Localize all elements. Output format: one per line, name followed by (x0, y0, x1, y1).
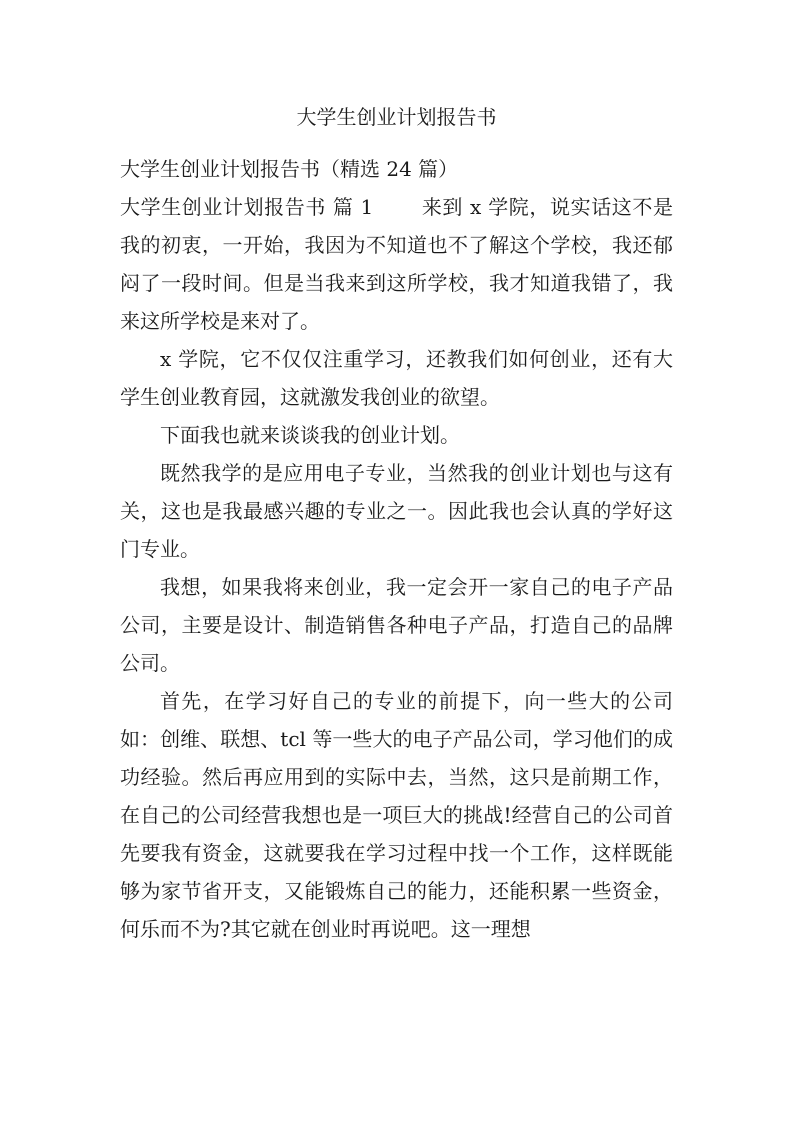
first-paragraph (120, 188, 673, 340)
paragraph-text: 来到 x 学院，说实话这不是我的初衷，一开始，我因为不知道也不了解这个学校，我还郁闷了一段时间。但是当我来到这所学校，我才知道我错了，我来这所学校是来对了。 (120, 195, 673, 333)
document-body (120, 150, 673, 948)
paragraph: 既然我学的是应用电子专业，当然我的创业计划也与这有关，这也是我最感兴趣的专业之一。因此我也会认真的学好这门专业。 (120, 461, 673, 561)
section-heading: 大学生创业计划报告书 篇 1 (120, 195, 374, 219)
paragraph: 我想，如果我将来创业，我一定会开一家自己的电子产品公司，主要是设计、制造销售各种电子产品，打造自己的品牌公司。 (120, 575, 673, 675)
paragraph: 下面我也就来谈谈我的创业计划。 (160, 423, 460, 447)
document-title: 大学生创业计划报告书 (296, 105, 497, 129)
paragraph: 首先，在学习好自己的专业的前提下，向一些大的公司如：创维、联想、tcl 等一些大的电子产品公司，学习他们的成功经验。然后再应用到的实际中去，当然，这只是前期工作，在自己的公司经营我想也是一项巨大的挑战!经营自己的公司首先要我有资金，这就要我在学习过程中找一个工作，这样既能够为家节省开支，又能锻炼自己的能力，还能积累一些资金，何乐而不为?其它就在创业时再说吧。这一理想 (120, 689, 673, 941)
paragraph: x 学院，它不仅仅注重学习，还教我们如何创业，还有大学生创业教育园，这就激发我创业的欲望。 (120, 347, 673, 409)
document-subtitle: 大学生创业计划报告书（精选 24 篇） (120, 157, 459, 181)
